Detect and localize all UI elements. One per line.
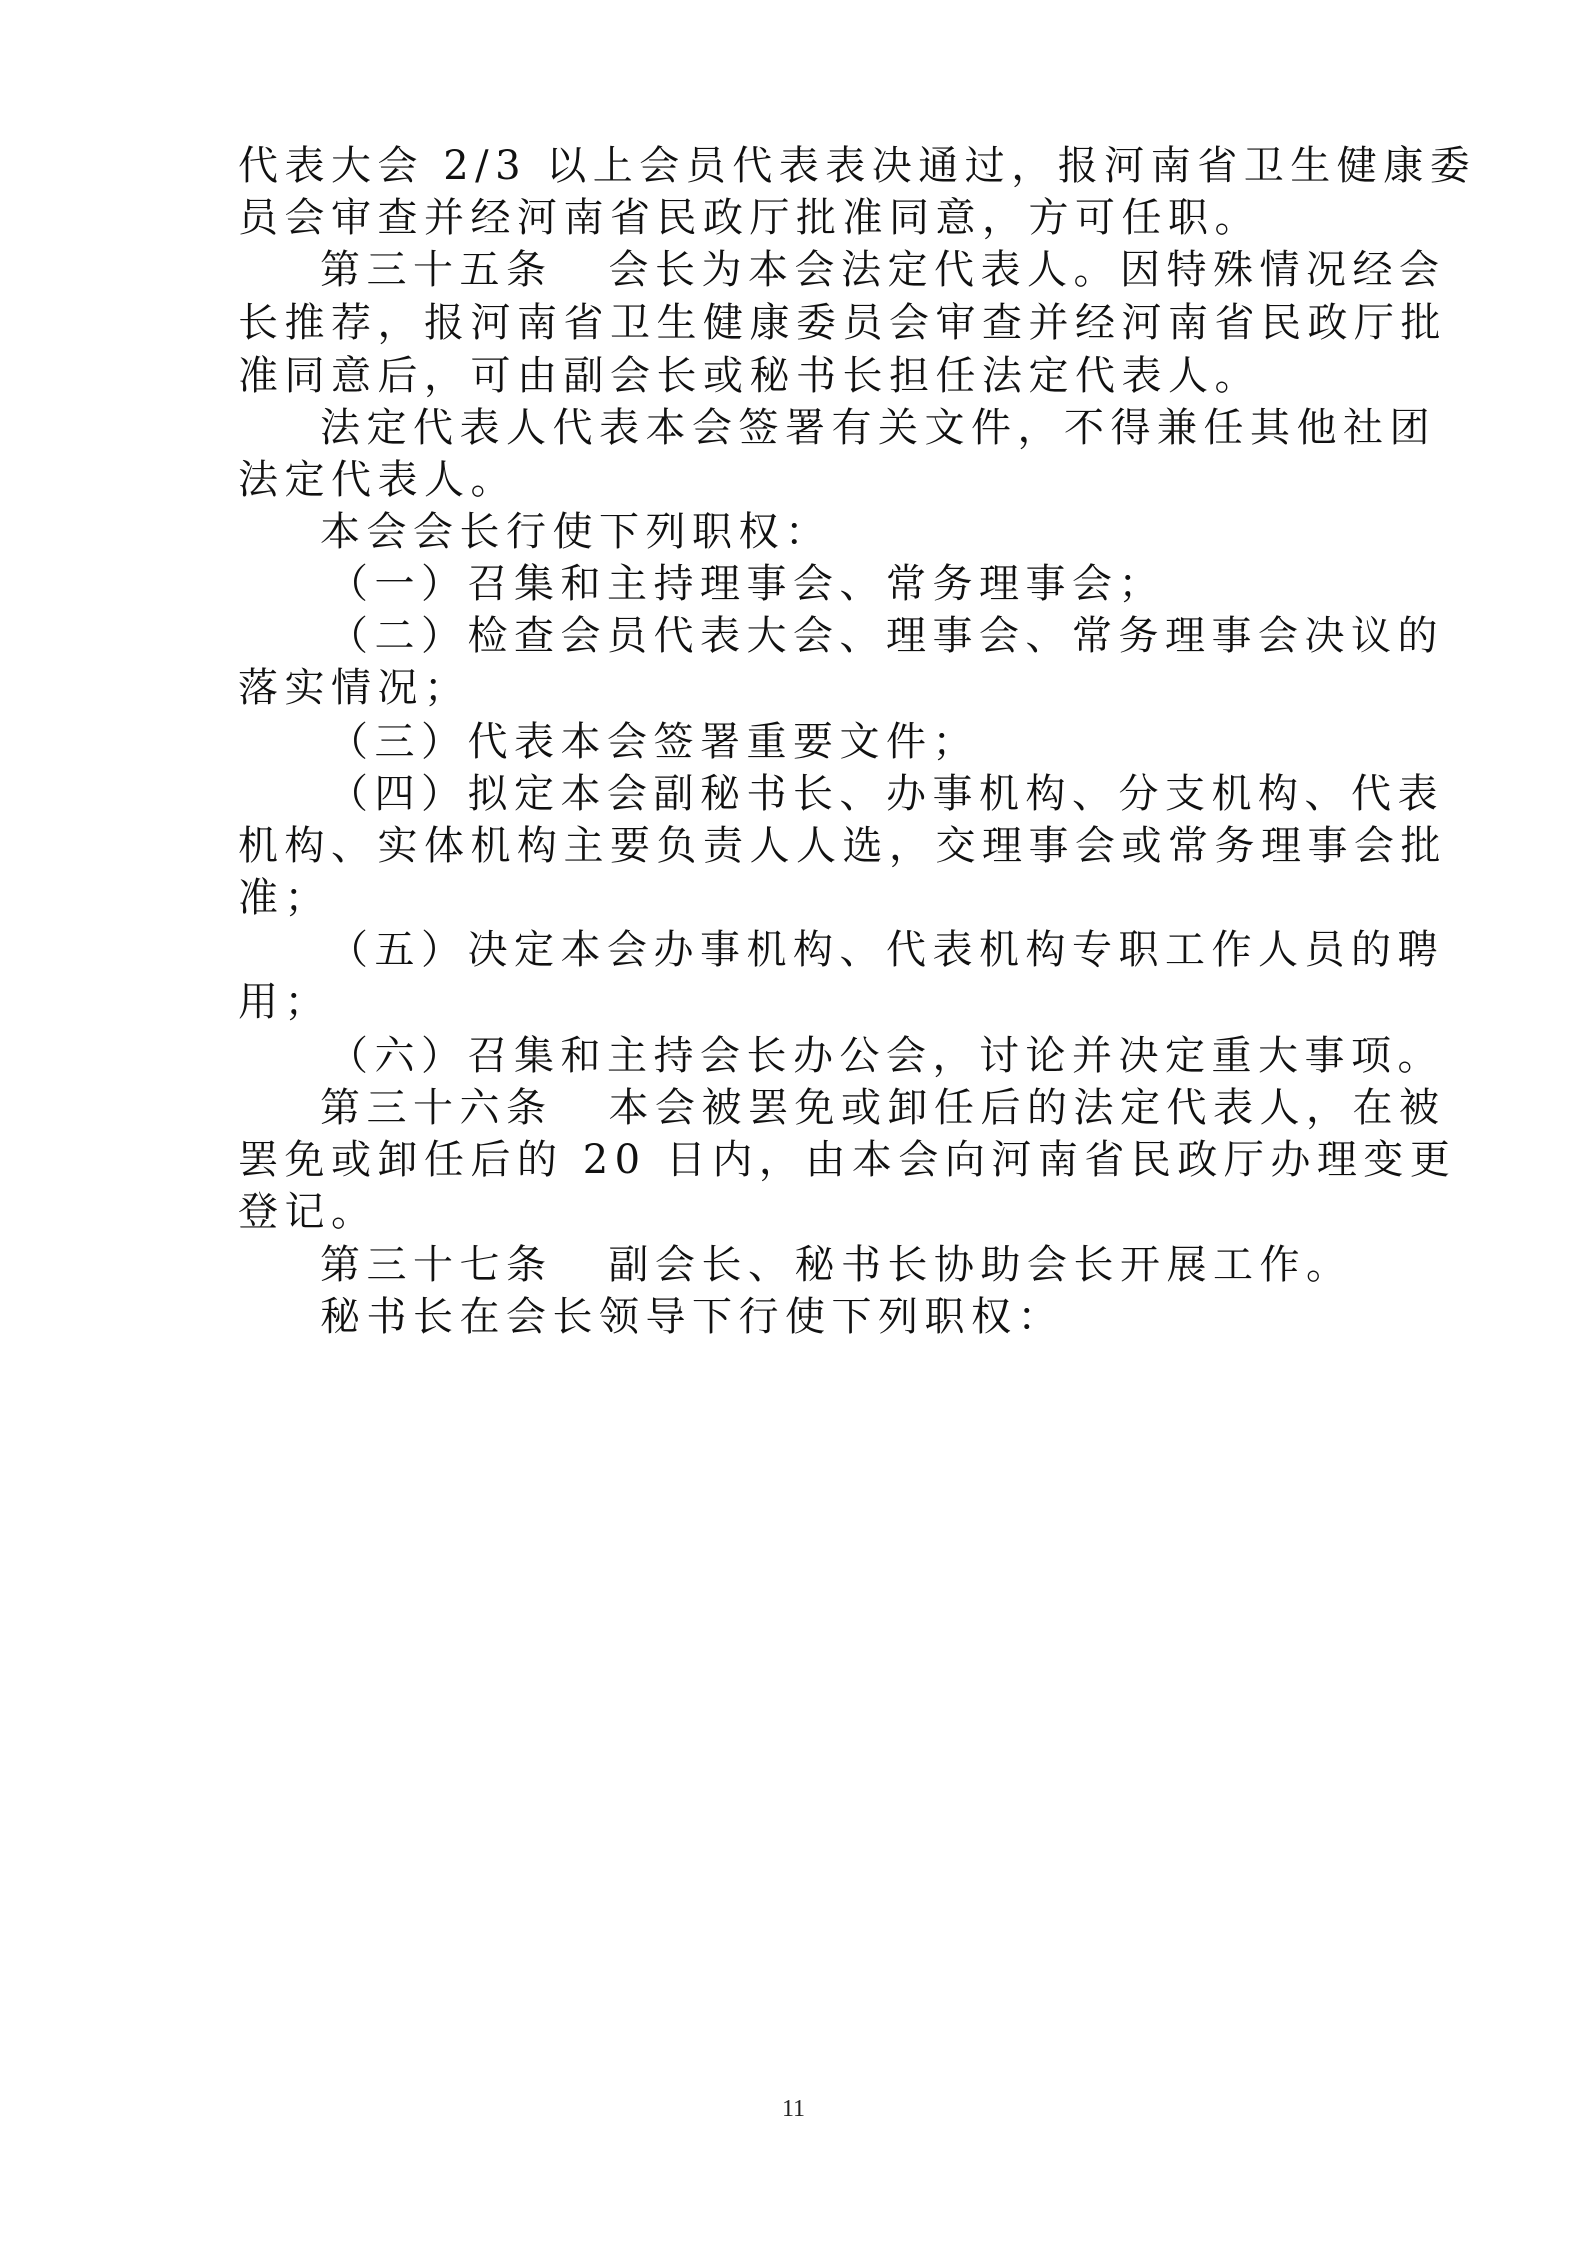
text-line-4: 长推荐，报河南省卫生健康委员会审查并经河南省民政厅批 <box>238 300 1447 346</box>
article-36-line <box>320 1078 1446 1138</box>
text-line-1: 代表大会 2/3 以上会员代表表决通过，报河南省卫生健康委 <box>238 143 1477 189</box>
list-item-1: （一）召集和主持理事会、常务理事会； <box>328 561 1165 607</box>
text-line-8: 本会会长行使下列职权： <box>320 509 832 555</box>
article-heading: 第三十七条 <box>320 1242 553 1288</box>
list-item-5-cont: 用； <box>238 979 331 1025</box>
text-line-6: 法定代表人代表本会签署有关文件，不得兼任其他社团 <box>320 405 1436 451</box>
text-line-23: 秘书长在会长领导下行使下列职权： <box>320 1294 1064 1340</box>
list-item-2: （二）检查会员代表大会、理事会、常务理事会决议的 <box>328 613 1444 659</box>
list-item-6: （六）召集和主持会长办公会，讨论并决定重大事项。 <box>328 1033 1444 1079</box>
article-heading: 第三十五条 <box>320 247 553 293</box>
list-item-5: （五）决定本会办事机构、代表机构专职工作人员的聘 <box>328 927 1444 973</box>
text-line-7: 法定代表人。 <box>238 457 517 503</box>
text-line-20: 罢免或卸任后的 20 日内，由本会向河南省民政厅办理变更 <box>238 1137 1457 1183</box>
list-item-4: （四）拟定本会副秘书长、办事机构、分支机构、代表 <box>328 771 1444 817</box>
page-number: 11 <box>781 2096 806 2122</box>
article-text: 副会长、秘书长协助会长开展工作。 <box>608 1242 1353 1288</box>
list-item-3: （三）代表本会签署重要文件； <box>328 719 979 765</box>
article-text: 本会被罢免或卸任后的法定代表人，在被 <box>608 1085 1446 1131</box>
list-item-4-cont-1: 机构、实体机构主要负责人人选，交理事会或常务理事会批 <box>238 823 1447 869</box>
text-line-21: 登记。 <box>238 1189 378 1235</box>
list-item-2-cont: 落实情况； <box>238 665 471 711</box>
text-line-2: 员会审查并经河南省民政厅批准同意，方可任职。 <box>238 195 1261 241</box>
article-heading: 第三十六条 <box>320 1085 553 1131</box>
list-item-4-cont-2: 准； <box>238 875 331 921</box>
article-37-line <box>320 1235 1430 1295</box>
article-text: 会长为本会法定代表人。因特殊情况经会 <box>608 247 1446 293</box>
article-35-line <box>320 240 1446 300</box>
text-line-5: 准同意后，可由副会长或秘书长担任法定代表人。 <box>238 353 1261 399</box>
